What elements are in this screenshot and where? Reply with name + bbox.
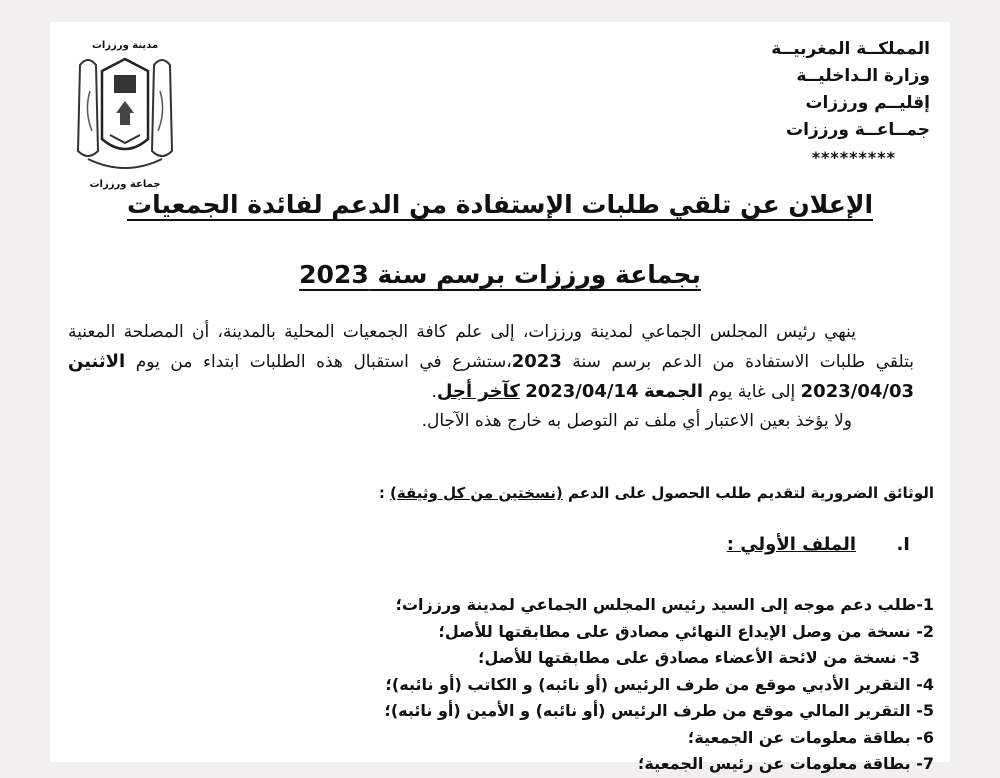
emblem-top-caption: مدينة ورززات [91,40,159,51]
intro-note: ولا يؤخذ بعين الاعتبار أي ملف تم التوصل به خارج هذه الآجال. [421,411,852,431]
list-item: 4- التقرير الأدبي موقع من طرف الرئيس (أو نائبه) و الكاتب (أو نائبه)؛ [385,674,934,694]
title-line-2: بجماعة ورززات برسم سنة 2023 [299,260,701,289]
header-line-province: إقليــم ورززات [805,93,930,113]
required-documents-heading: الوثائق الضرورية لتقديم طلب الحصول على الدعم (نسختين من كل وثيقة) : [378,484,934,502]
start-day: الاثنين [68,351,126,372]
title-line-1: الإعلان عن تلقي طلبات الإستفادة من الدعم لفائدة الجمعيات [126,190,874,219]
list-item: 6- بطاقة معلومات عن الجمعية؛ [687,727,934,747]
header-block [710,36,930,171]
section-number: I. [896,534,910,555]
start-date: 2023/04/03 [800,381,914,402]
header-line-ministry: وزارة الـداخليــة [796,66,930,86]
deadline-label: كآخر أجل [436,381,520,402]
intro-text [68,318,914,436]
copies-note: (نسختين من كل وثيقة) [390,484,563,502]
intro-year: 2023 [511,351,562,372]
header-line-kingdom: المملكــة المغربيــة [771,39,930,59]
list-item: 7- بطاقة معلومات عن رئيس الجمعية؛ [637,754,934,773]
section-heading [727,534,910,555]
header-line-commune: جمــاعــة ورززات [786,120,930,140]
list-item: 1-طلب دعم موجه إلى السيد رئيس المجلس الجماعي لمدينة ورززات؛ [395,595,934,614]
list-item: 2- نسخة من وصل الإيداع النهائي مصادق على مطابقتها للأصل؛ [438,621,934,641]
emblem-bottom-caption: جماعة ورززات [89,179,161,190]
announcement-title [50,190,950,219]
announcement-subtitle [50,260,950,289]
header-stars: ********* [811,148,896,167]
end-day: الجمعة [643,381,703,402]
list-item: 3- نسخة من لائحة الأعضاء مصادق على مطابقتها للأصل؛ [478,648,920,667]
end-date: 2023/04/14 [525,381,639,402]
emblem-icon [70,51,180,175]
list-item: 5- التقرير المالي موقع من طرف الرئيس (أو نائبه) و الأمين (أو نائبه)؛ [384,701,934,720]
intro-paragraph: ينهي رئيس المجلس الجماعي لمدينة ورززات، إلى علم كافة الجمعيات المحلية بالمدينة، أن المصلحة المعنية بتلقي طلبات الاستفادة من الدعم برسم سنة 2023،ستشرع في استقبال هذه الطلبات ابتداء من يوم الاثنين 2023/04/03 إلى غاية يوم الجمعة 2023/04/14 كآخر أجل. [68,322,914,402]
document-page [50,22,950,773]
section-title: الملف الأولي : [726,534,856,555]
city-emblem [70,40,180,200]
